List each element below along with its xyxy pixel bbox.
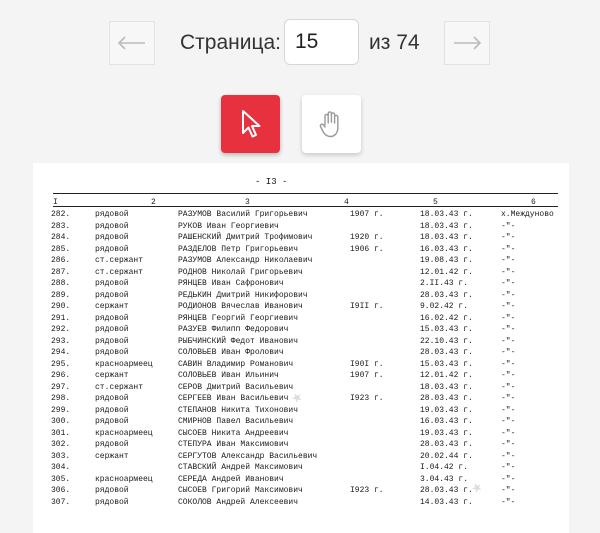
row-place: -"-: [501, 313, 516, 323]
row-birth-year: 1906 г.: [350, 244, 384, 254]
row-date: 3.04.43 г.: [420, 474, 469, 484]
row-place: -"-: [501, 244, 516, 254]
row-name: РАЗУЕВ Филипп Федорович: [178, 325, 289, 334]
arrow-left-icon: [117, 36, 147, 50]
row-number: 305.: [51, 474, 71, 484]
table-row: [33, 279, 569, 290]
row-name: СОКОЛОВ Андрей Алексеевич: [178, 497, 299, 507]
row-name: РЯНЦЕВ Иван Сафронович: [178, 279, 284, 288]
document-page-scan: [33, 163, 569, 533]
column-header-4: 4: [344, 198, 349, 207]
row-date: 28.03.43 г.: [420, 348, 473, 357]
row-name: САВИН Владимир Романович: [178, 359, 294, 369]
row-number: 301.: [51, 428, 71, 438]
row-place: -"-: [501, 451, 516, 461]
row-number: 282.: [51, 210, 71, 219]
row-place: -"-: [501, 440, 516, 449]
row-rank: рядовой: [95, 417, 129, 426]
row-place: -"-: [501, 394, 516, 403]
row-number: 300.: [51, 417, 71, 426]
row-number: 294.: [51, 348, 71, 357]
row-place: -"-: [501, 428, 516, 438]
row-birth-year: 1907 г.: [350, 371, 384, 380]
row-rank: рядовой: [95, 244, 129, 254]
row-number: 292.: [51, 325, 71, 334]
table-row: [33, 302, 569, 313]
select-tool-button[interactable]: [221, 95, 280, 153]
row-name: СОЛОВЬЕВ Иван Ильинич: [178, 371, 279, 380]
row-number: 291.: [51, 313, 71, 323]
row-place: -"-: [501, 463, 516, 472]
row-date: 18.03.43 г.: [420, 221, 473, 231]
table-row: [33, 256, 569, 267]
cursor-icon: [239, 109, 263, 139]
row-rank: рядовой: [95, 348, 129, 357]
row-number: 295.: [51, 359, 71, 369]
row-number: 289.: [51, 290, 71, 300]
row-name: СТАВСКИЙ Андрей Максимович: [178, 463, 303, 472]
table-row: [33, 233, 569, 244]
row-number: 290.: [51, 302, 71, 311]
row-name: РАЗУМОВ Александр Николаевич: [178, 256, 313, 265]
row-number: 298.: [51, 394, 71, 403]
row-date: 15.03.43 г.: [420, 325, 473, 334]
row-date: 20.02.44 г.: [420, 451, 473, 461]
row-place: -"-: [501, 290, 516, 300]
row-place: -"-: [501, 267, 516, 277]
row-date: 16.03.43 г.: [420, 417, 473, 426]
row-name: РЕДЬКИН Дмитрий Никифорович: [178, 290, 308, 300]
row-number: 288.: [51, 279, 71, 288]
table-row: [33, 314, 569, 325]
row-number: 285.: [51, 244, 71, 254]
row-rank: рядовой: [95, 394, 129, 403]
row-name: СТЕПАНОВ Никита Тихонович: [178, 405, 299, 415]
row-number: 307.: [51, 497, 71, 507]
row-rank: рядовой: [95, 325, 129, 334]
row-rank: рядовой: [95, 405, 129, 415]
column-header-3: 3: [245, 198, 250, 207]
row-place: -"-: [501, 233, 516, 242]
row-rank: ст.сержант: [95, 267, 144, 277]
row-rank: рядовой: [95, 486, 129, 495]
row-place: -"-: [501, 474, 516, 484]
row-number: 287.: [51, 267, 71, 277]
row-number: 306.: [51, 486, 71, 495]
header-rule-bottom: [53, 206, 558, 207]
row-date: 12.01.42 г.: [420, 267, 473, 277]
table-row: [33, 360, 569, 371]
row-number: 296.: [51, 371, 71, 380]
row-number: 303.: [51, 451, 71, 461]
row-place: -"-: [501, 405, 516, 415]
row-date: 12.01.42 г.: [420, 371, 473, 380]
row-name: СЫСОЕВ Никита Андреевич: [178, 428, 289, 438]
row-rank: красноармеец: [95, 359, 153, 369]
hand-icon: [318, 109, 346, 139]
row-rank: красноармеец: [95, 428, 153, 438]
row-date: 28.03.43 г.: [420, 394, 473, 403]
row-rank: рядовой: [95, 290, 129, 300]
row-name: РАЗУМОВ Василий Григорьевич: [178, 210, 308, 219]
column-header-1: I: [53, 198, 58, 207]
row-date: 16.02.42 г.: [420, 313, 473, 323]
row-rank: рядовой: [95, 336, 129, 346]
page-navigator: [0, 0, 600, 90]
document-page-number: - I3 -: [255, 177, 288, 187]
row-name: СЫСОЕВ Григорий Максимович: [178, 486, 303, 495]
row-birth-year: 1907 г.: [350, 210, 384, 219]
row-date: 9.02.42 г.: [420, 302, 469, 311]
row-name: СЕРЕДА Андрей Иванович: [178, 474, 284, 484]
row-place: -"-: [501, 359, 516, 369]
row-date: 18.03.43 г.: [420, 210, 473, 219]
row-place: -"-: [501, 382, 516, 392]
row-name: РУКОВ Иван Георгиевич: [178, 221, 279, 231]
row-date: 2.II.43 г.: [420, 279, 469, 288]
page-total: из 74: [369, 31, 420, 54]
row-birth-year: I923 г.: [350, 486, 384, 495]
arrow-right-icon: [452, 36, 482, 50]
row-name: СЕРГУТОВ Александр Васильевич: [178, 451, 318, 461]
row-number: 297.: [51, 382, 71, 392]
row-date: 18.03.43 г.: [420, 233, 473, 242]
row-birth-year: I90I г.: [350, 359, 384, 369]
row-date: 14.03.43 г.: [420, 497, 473, 507]
row-place: х.Междуново: [501, 210, 554, 219]
row-date: 19.03.43 г.: [420, 428, 473, 438]
row-date: 28.03.43 г.: [420, 440, 473, 449]
row-place: -"-: [501, 417, 516, 426]
prev-page-button[interactable]: [109, 21, 155, 65]
row-number: 286.: [51, 256, 71, 265]
row-date: 22.10.43 г.: [420, 336, 473, 346]
table-row: [33, 371, 569, 382]
next-page-button[interactable]: [444, 21, 490, 65]
row-rank: рядовой: [95, 221, 129, 231]
row-name: СМИРНОВ Павел Васильевич: [178, 417, 294, 426]
row-name: РЫБЧИНСКИЙ Федот Иванович: [178, 336, 299, 346]
row-rank: сержант: [95, 451, 129, 461]
row-date: 28.03.43 г.: [420, 290, 473, 300]
row-rank: ст.сержант: [95, 382, 144, 392]
row-place: -"-: [501, 348, 516, 357]
row-name: РЯНЦЕВ Георгий Георгиевич: [178, 313, 299, 323]
row-date: I.04.42 г.: [420, 463, 469, 472]
row-number: 299.: [51, 405, 71, 415]
row-rank: рядовой: [95, 233, 129, 242]
watermark-stamp: ★: [467, 476, 487, 500]
row-name: РОДИОНОВ Вячеслав Иванович: [178, 302, 303, 311]
row-date: 15.03.43 г.: [420, 359, 473, 369]
page-number-input[interactable]: [284, 19, 359, 65]
row-place: -"-: [501, 497, 516, 507]
table-row: [33, 268, 569, 279]
row-rank: ст.сержант: [95, 256, 144, 265]
row-birth-year: 1920 г.: [350, 233, 384, 242]
row-name: РОДНОВ Николай Григорьевич: [178, 267, 303, 277]
table-row: [33, 222, 569, 233]
table-row: [33, 291, 569, 302]
page-label: Страница:: [180, 31, 282, 54]
table-row: [33, 429, 569, 440]
table-row: [33, 337, 569, 348]
row-place: -"-: [501, 221, 516, 231]
row-birth-year: I9II г.: [350, 302, 384, 311]
row-rank: рядовой: [95, 313, 129, 323]
row-number: 293.: [51, 336, 71, 346]
header-rule-top: [53, 193, 558, 194]
row-date: 16.03.43 г.: [420, 244, 473, 254]
row-name: РАЗДЕЛОВ Петр Григорьевич: [178, 244, 299, 254]
row-name: СЕРОВ Дмитрий Васильевич: [178, 382, 294, 392]
row-place: -"-: [501, 371, 516, 380]
row-place: -"-: [501, 302, 516, 311]
column-header-5: 5: [433, 198, 438, 207]
row-number: 304.: [51, 463, 71, 472]
row-name: СТЕПУРА Иван Максимович: [178, 440, 289, 449]
column-header-2: 2: [151, 198, 156, 207]
table-row: [33, 210, 569, 221]
row-name: СЕРГЕЕВ Иван Васильевич: [178, 394, 289, 403]
table-row: [33, 325, 569, 336]
column-header-6: 6: [531, 198, 536, 207]
row-rank: сержант: [95, 371, 129, 380]
row-place: -"-: [501, 279, 516, 288]
row-date: 28.03.43 г.: [420, 486, 473, 495]
row-rank: рядовой: [95, 210, 129, 219]
row-number: 302.: [51, 440, 71, 449]
row-place: -"-: [501, 256, 516, 265]
row-date: 18.03.43 г.: [420, 382, 473, 392]
row-number: 283.: [51, 221, 71, 231]
table-row: [33, 452, 569, 463]
row-birth-year: I923 г.: [350, 394, 384, 403]
row-rank: сержант: [95, 302, 129, 311]
table-row: [33, 245, 569, 256]
row-rank: красноармеец: [95, 474, 153, 484]
row-place: -"-: [501, 336, 516, 346]
row-date: 19.08.43 г.: [420, 256, 473, 265]
row-name: СОЛОВЬЕВ Иван Фролович: [178, 348, 284, 357]
row-number: 284.: [51, 233, 71, 242]
row-rank: рядовой: [95, 440, 129, 449]
row-place: -"-: [501, 486, 516, 495]
row-place: -"-: [501, 325, 516, 334]
row-rank: рядовой: [95, 497, 129, 507]
table-row: [33, 440, 569, 451]
pan-tool-button[interactable]: [302, 95, 361, 153]
table-row: [33, 348, 569, 359]
row-rank: рядовой: [95, 279, 129, 288]
document-content: [33, 163, 569, 533]
row-name: РАШЕНСКИЙ Дмитрий Трофимович: [178, 233, 313, 242]
watermark-stamp: ★: [287, 386, 307, 410]
table-row: [33, 463, 569, 474]
row-date: 19.03.43 г.: [420, 405, 473, 415]
